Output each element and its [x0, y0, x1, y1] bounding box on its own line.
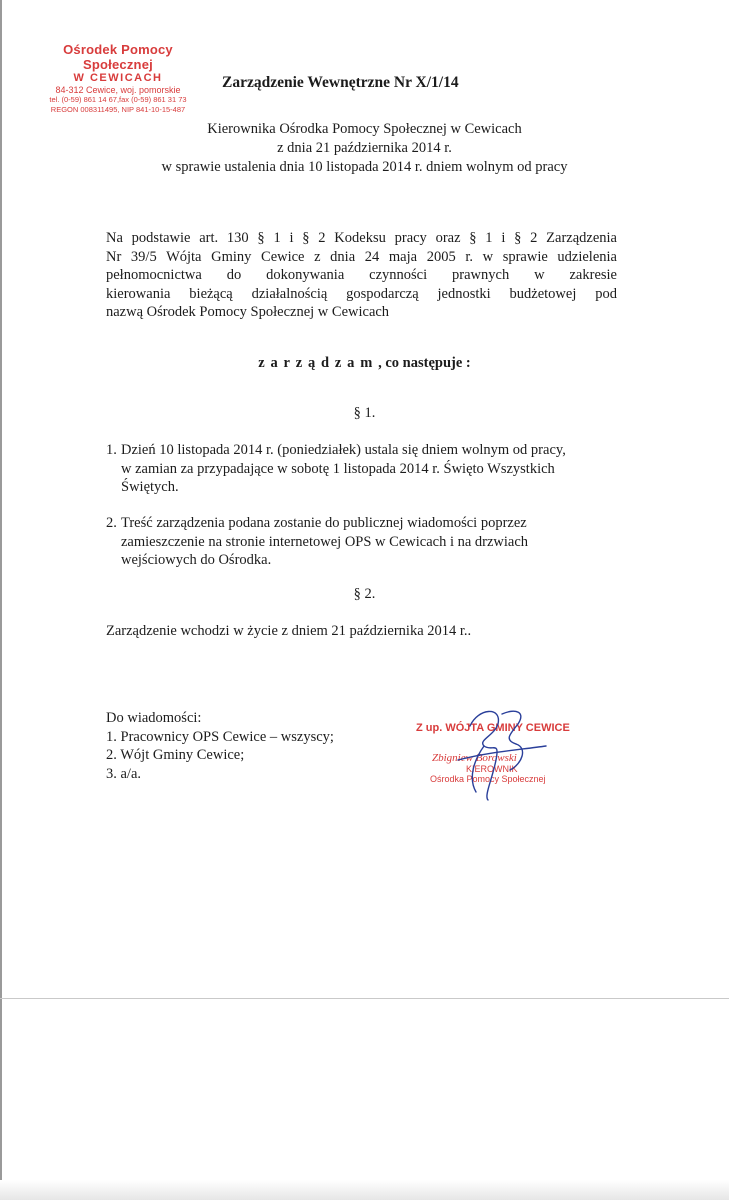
list-item-line: w zamian za przypadające w sobotę 1 listopada 2014 r. Święto Wszystkich [121, 460, 555, 477]
decree-word: zarządzam [258, 355, 379, 371]
header-stamp [38, 42, 198, 115]
signature-stamp-office: Ośrodka Pomocy Społecznej [430, 774, 546, 784]
recipient-item: 3. a/a. [106, 765, 142, 782]
list-item-line: Treść zarządzenia podana zostanie do publicznej wiadomości poprzez [121, 515, 527, 531]
decree-rest: , co następuje : [378, 355, 471, 371]
subtitle-line-3: w sprawie ustalenia dnia 10 listopada 2014 r. dniem wolnym od pracy [161, 159, 568, 175]
list-item [106, 441, 626, 497]
effective-date-text: Zarządzenie wchodzi w życie z dniem 21 października 2014 r.. [106, 623, 472, 639]
legal-basis-line: Nr 39/5 Wójta Gminy Cewice z dnia 24 maja 2005 r. w sprawie udzielenia [106, 248, 617, 265]
subtitle-line-1: Kierownika Ośrodka Pomocy Społecznej w Cewicach [207, 121, 522, 137]
scan-shadow [0, 1180, 729, 1200]
signature-stamp-role: KIEROWNIK [466, 764, 518, 774]
list-item-number: 1. [106, 442, 117, 458]
list-item-number: 2. [106, 515, 117, 531]
recipient-item: 1. Pracownicy OPS Cewice – wszyscy; [106, 728, 334, 745]
list-item [106, 514, 626, 570]
legal-basis-line: pełnomocnictwa do dokonywania czynności prawnych w zakresie [106, 267, 617, 283]
signature-stamp-line-1: Z up. WÓJTA GMINY CEWICE [416, 722, 570, 734]
recipients-heading: Do wiadomości: [106, 710, 202, 726]
handwritten-signature [418, 700, 558, 810]
legal-basis-line: Na podstawie art. 130 § 1 i § 2 Kodeksu pracy oraz § 1 i § 2 Zarządzenia [106, 230, 617, 246]
stamp-line-1: Ośrodek Pomocy Społecznej [63, 42, 173, 72]
legal-basis-paragraph [106, 229, 617, 322]
signature-stamp-name: Zbigniew Borowski [432, 752, 517, 764]
decree-line [0, 355, 729, 372]
recipient-item: 2. Wójt Gminy Cewice; [106, 747, 245, 763]
scan-divider-line [0, 998, 729, 999]
list-item-line: zamieszczenie na stronie internetowej OPS w Cewicach i na drzwiach [121, 533, 529, 550]
subtitle-line-2: z dnia 21 października 2014 r. [277, 140, 452, 156]
legal-basis-line: nazwą Ośrodek Pomocy Społecznej w Cewicach [106, 304, 390, 320]
document-title: Zarządzenie Wewnętrzne Nr X/1/14 [222, 74, 459, 91]
stamp-line-4: tel. (0-59) 861 14 67,fax (0-59) 861 31 73 [49, 95, 187, 104]
stamp-line-3: 84-312 Cewice, woj. pomorskie [55, 85, 181, 95]
list-item-line: Dzień 10 listopada 2014 r. (poniedziałek) ustala się dniem wolnym od pracy, [121, 442, 566, 458]
stamp-line-2: W CEWICACH [73, 72, 163, 84]
list-item-line: Świętych. [121, 479, 179, 495]
section-1-heading: § 1. [353, 405, 376, 421]
legal-basis-line: kierowania bieżącą działalnością gospodarczą jednostki budżetowej pod [106, 285, 617, 302]
stamp-line-5: REGON 008311495, NIP 841-10-15-487 [50, 105, 186, 114]
section-2-heading: § 2. [353, 586, 376, 602]
list-item-line: wejściowych do Ośrodka. [121, 552, 272, 568]
recipients-block [106, 709, 334, 783]
